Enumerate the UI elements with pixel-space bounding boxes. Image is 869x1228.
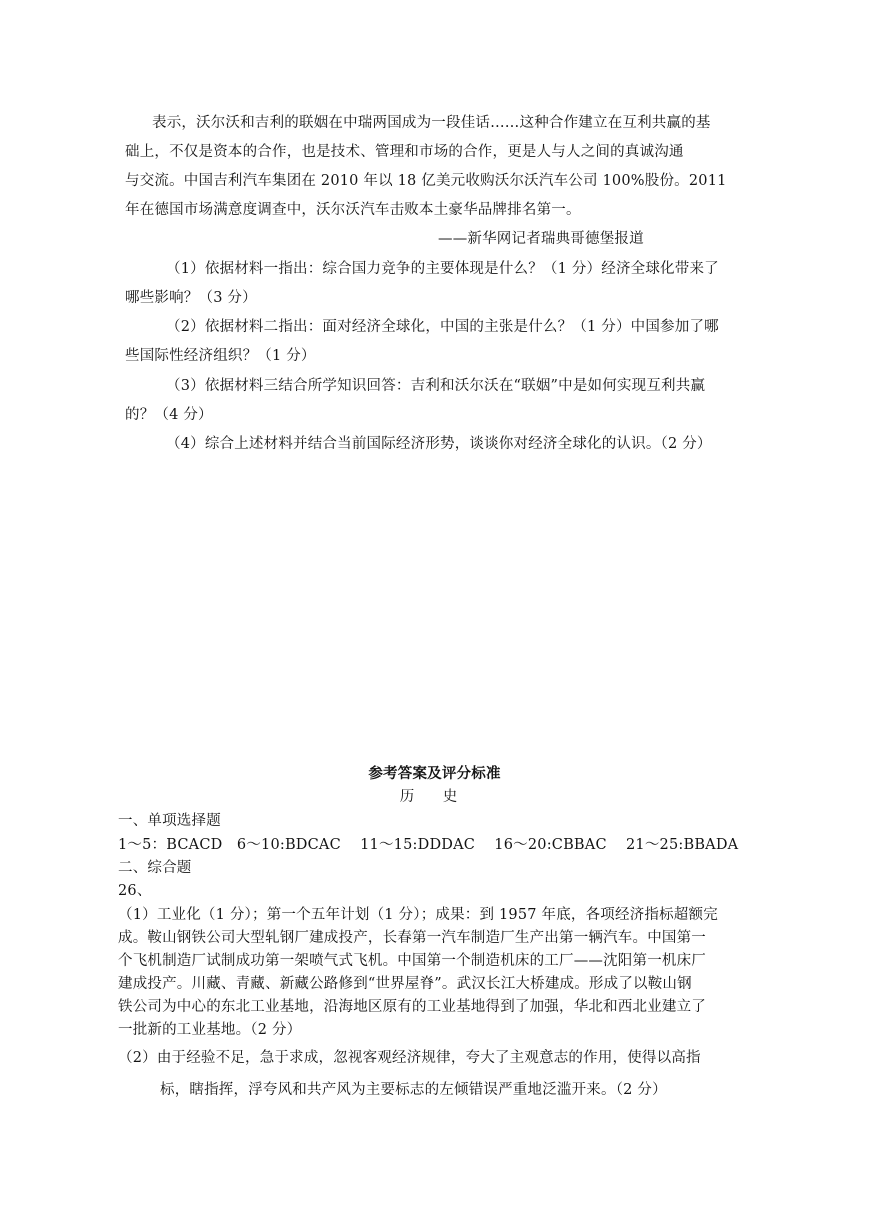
answer-title: 参考答案及评分标准 [368,765,501,782]
question-26-number: 26、 [118,883,152,899]
answer-subject: 历 史 [399,789,470,805]
question-2-line1: （2）依据材料二指出：面对经济全球化，中国的主张是什么？（1 分）中国参加了哪 [166,319,719,335]
material-line: 与交流。中国吉利汽车集团在 2010 年以 18 亿美元收购沃尔沃汽车公司 100%股份。2011 [125,173,727,189]
question-1-line2: 哪些影响？（3 分） [125,290,257,306]
material-line: 年在德国市场满意度调查中，沃尔沃汽车击败本土豪华品牌排名第一。 [125,202,581,218]
answer-26-1-line: 建成投产。川藏、青藏、新藏公路修到“世界屋脊”。武汉长江大桥建成。形成了以鞍山钢 [118,976,692,992]
section-one-heading: 一、单项选择题 [118,813,221,829]
question-3-line1: （3）依据材料三结合所学知识回答：吉利和沃尔沃在“联姻”中是如何实现互利共赢 [166,378,706,394]
answer-26-1-line: 铁公司为中心的东北工业基地，沿海地区原有的工业基地得到了加强，华北和西北业建立了 [118,999,706,1015]
question-1-line1: （1）依据材料一指出：综合国力竞争的主要体现是什么？（1 分）经济全球化带来了 [166,261,719,277]
question-4-line1: （4）综合上述材料并结合当前国际经济形势，谈谈你对经济全球化的认识。（2 分） [166,436,712,452]
answer-26-2-line: 标，瞎指挥，浮夸风和共产风为主要标志的左倾错误严重地泛滥开来。（2 分） [160,1082,667,1098]
question-2-line2: 些国际性经济组织？（1 分） [125,348,316,364]
material-source: ——新华网记者瑞典哥德堡报道 [438,231,644,247]
question-3-line2: 的？（4 分） [125,407,213,423]
material-line: 础上，不仅是资本的合作，也是技术、管理和市场的合作，更是人与人之间的真诚沟通 [125,144,684,160]
section-two-heading: 二、综合题 [118,860,192,876]
answer-26-1-line: （1）工业化（1 分）；第一个五年计划（1 分）；成果：到 1957 年底，各项经济指标超额完 [118,907,718,923]
answer-26-1-line: 成。鞍山钢铁公司大型轧钢厂建成投产，长春第一汽车制造厂生产出第一辆汽车。中国第一 [118,930,706,946]
answer-26-1-line: 一批新的工业基地。（2 分） [118,1022,302,1038]
answer-26-2-line: （2）由于经验不足，急于求成，忽视客观经济规律，夸大了主观意志的作用，使得以高指 [118,1050,701,1066]
answer-26-1-line: 个飞机制造厂试制成功第一架喷气式飞机。中国第一个制造机床的工厂——沈阳第一机床厂 [118,953,706,969]
multiple-choice-answers: 1～5：BCACD 6～10:BDCAC 11～15:DDDAC 16～20:CBBAC 21～25:BBADA [118,837,739,853]
material-line: 表示，沃尔沃和吉利的联姻在中瑞两国成为一段佳话……这种合作建立在互利共赢的基 [152,115,711,131]
